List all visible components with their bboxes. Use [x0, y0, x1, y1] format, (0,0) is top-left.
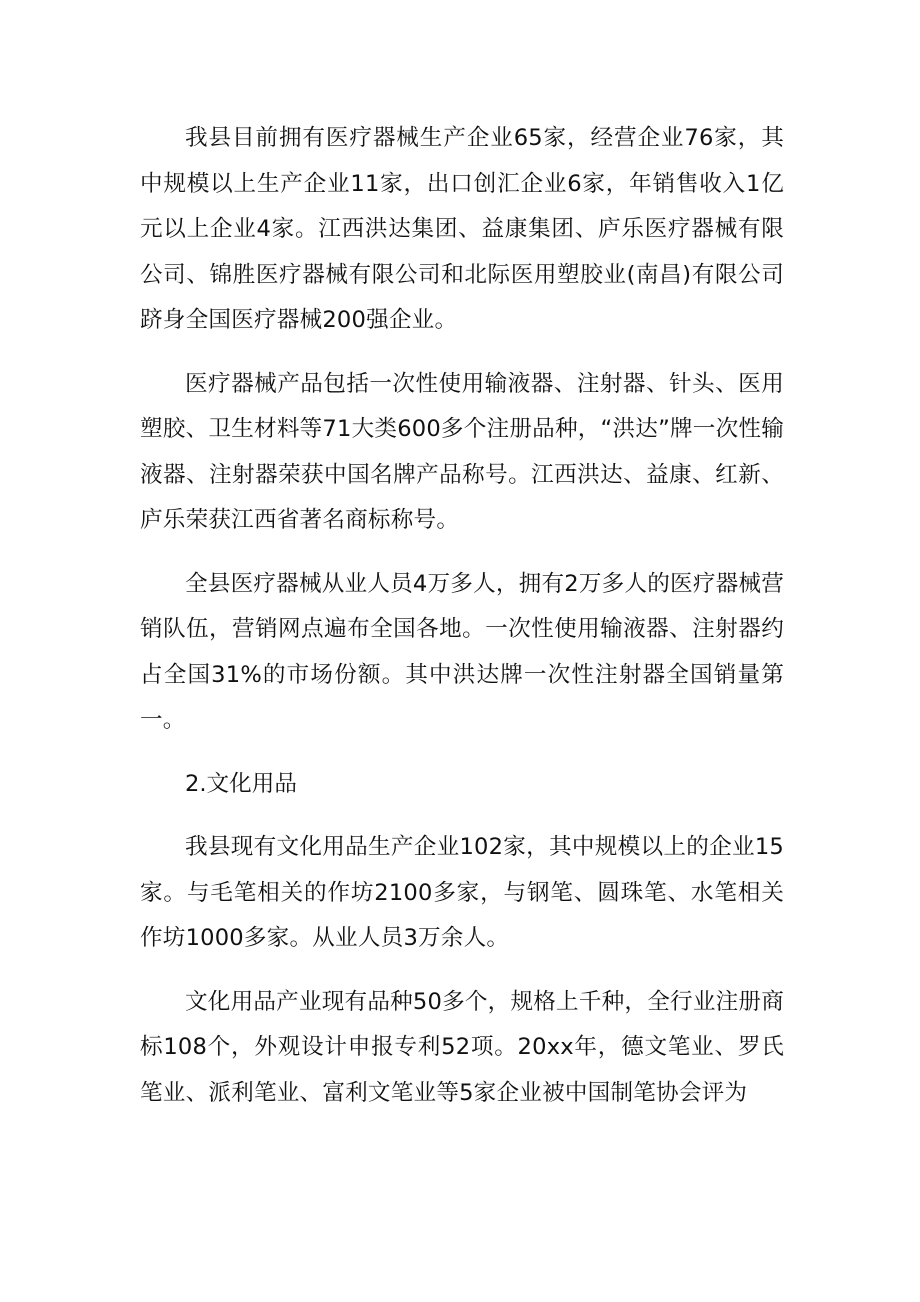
document-page — [140, 116, 784, 1116]
paragraph-medical-products: 医疗器械产品包括一次性使用输液器、注射器、针头、医用塑胶、卫生材料等71大类600多个注册品种，“洪达”牌一次性输液器、注射器荣获中国名牌产品称号。江西洪达、益康、红新、庐乐荣获江西省著名商标称号。 — [140, 370, 784, 533]
paragraph-medical-workforce: 全县医疗器械从业人员4万多人，拥有2万多人的医疗器械营销队伍，营销网点遍布全国各地。一次性使用输液器、注射器约占全国31%的市场份额。其中洪达牌一次性注射器全国销量第一。 — [140, 570, 784, 733]
paragraph-stationery-products: 文化用品产业现有品种50多个，规格上千种，全行业注册商标108个，外观设计申报专利52项。20xx年，德文笔业、罗氏笔业、派利笔业、富利文笔业等5家企业被中国制笔协会评为 — [140, 988, 784, 1106]
section-heading-stationery: 2.文化用品 — [185, 770, 297, 797]
paragraph-medical-enterprises: 我县目前拥有医疗器械生产企业65家，经营企业76家，其中规模以上生产企业11家，出口创汇企业6家，年销售收入1亿元以上企业4家。江西洪达集团、益康集团、庐乐医疗器械有限公司、锦胜医疗器械有限公司和北际医用塑胶业(南昌)有限公司跻身全国医疗器械200强企业。 — [140, 125, 784, 333]
paragraph-stationery-enterprises: 我县现有文化用品生产企业102家，其中规模以上的企业15家。与毛笔相关的作坊2100多家，与钢笔、圆珠笔、水笔相关作坊1000多家。从业人员3万余人。 — [140, 834, 784, 951]
